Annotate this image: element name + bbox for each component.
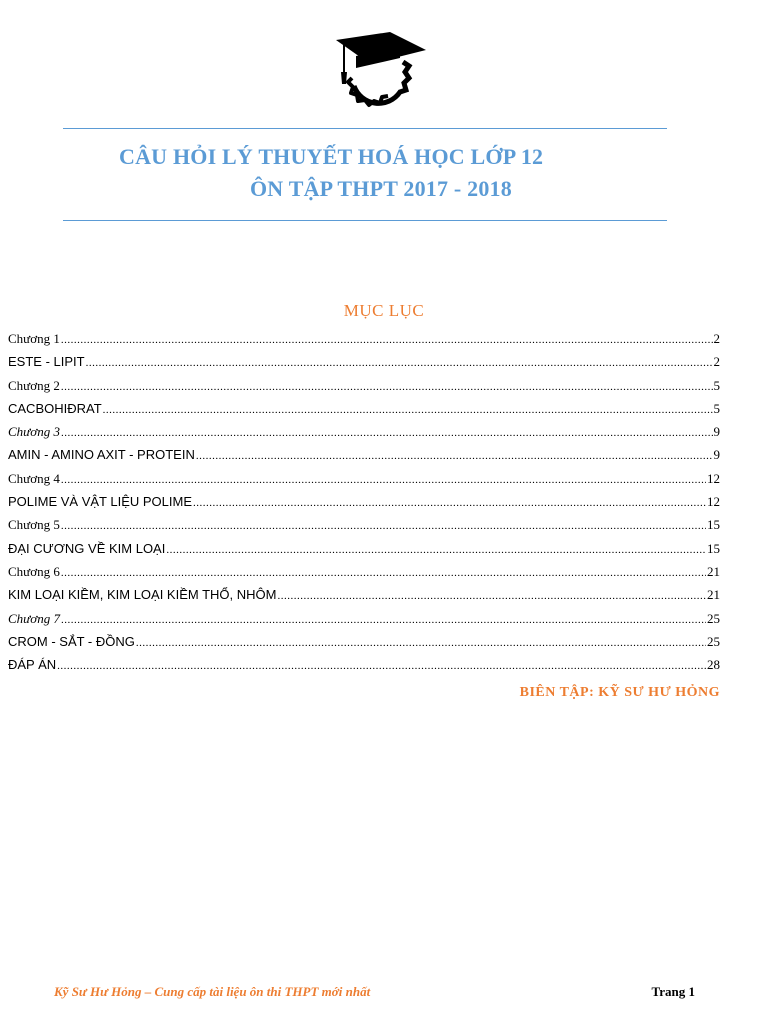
toc-entry[interactable] [8,490,720,513]
toc-entry-page: 28 [707,657,720,673]
toc-entry-label: CACBOHIĐRAT [8,400,102,416]
toc-entry-page: 5 [713,377,720,393]
toc-entry-label: Chương 2 [8,377,60,393]
toc-entry[interactable] [8,607,720,630]
toc-entry[interactable] [8,513,720,536]
toc-entry[interactable] [8,537,720,560]
toc-entry-page: 12 [707,494,720,510]
toc-entry-label: ĐÁP ÁN [8,657,57,673]
toc-entry-label: CROM - SẮT - ĐỒNG [8,633,135,649]
toc-entry-page: 2 [713,331,720,346]
toc-entry-label: Chương 6 [8,563,60,579]
toc-entry[interactable] [8,350,720,373]
title-top-rule [63,128,667,129]
page-number: Trang 1 [651,984,695,999]
toc-entry-page: 2 [713,354,720,370]
toc-entry-page: 25 [707,610,720,626]
toc-entry[interactable] [8,443,720,466]
document-title-line1: CÂU HỎI LÝ THUYẾT HOÁ HỌC LỚP 12 [119,144,544,169]
toc-entry-label: ESTE - LIPIT [8,354,85,370]
toc-entry[interactable] [8,397,720,420]
title-bottom-rule [63,220,667,221]
toc-entry-page: 9 [713,424,720,440]
footer-tagline: Kỹ Sư Hư Hỏng – Cung cấp tài liệu ôn thi THPT mới nhất [54,984,371,999]
document-title-line2: ÔN TẬP THPT 2017 - 2018 [250,176,512,201]
toc-entry-page: 9 [713,447,720,463]
toc-entry[interactable] [8,653,720,676]
toc-entry-page: 5 [713,400,720,416]
graduation-cap-gear-icon [330,28,430,110]
toc-entry-page: 21 [707,563,720,579]
toc-entry[interactable] [8,374,720,397]
toc-entry-label: Chương 7 [8,610,60,626]
toc-entry-label: Chương 3 [8,424,60,440]
toc-entry-label: ĐẠI CƯƠNG VỀ KIM LOẠI [8,540,166,556]
toc-entry-page: 15 [707,540,720,556]
table-of-contents [8,327,720,676]
toc-entry-label: KIM LOẠI KIỀM, KIM LOẠI KIỀM THỔ, NHÔM [8,587,277,603]
toc-entry-label: Chương 5 [8,517,60,533]
toc-entry-label: Chương 4 [8,470,60,486]
toc-entry-page: 15 [707,517,720,533]
toc-entry[interactable] [8,583,720,606]
toc-entry[interactable] [8,467,720,490]
toc-entry[interactable] [8,630,720,653]
toc-entry-label: POLIME VÀ VẬT LIỆU POLIME [8,494,192,510]
toc-entry-page: 12 [707,470,720,486]
editor-credit: BIÊN TẬP: KỸ SƯ HƯ HỎNG [519,685,720,700]
toc-entry-label: AMIN - AMINO AXIT - PROTEIN [8,447,195,463]
toc-heading: MỤC LỤC [343,301,425,320]
toc-entry[interactable] [8,327,720,350]
toc-entry-label: Chương 1 [8,331,60,346]
toc-entry[interactable] [8,560,720,583]
toc-entry-page: 21 [707,587,720,603]
toc-entry[interactable] [8,420,720,443]
toc-entry-page: 25 [707,633,720,649]
